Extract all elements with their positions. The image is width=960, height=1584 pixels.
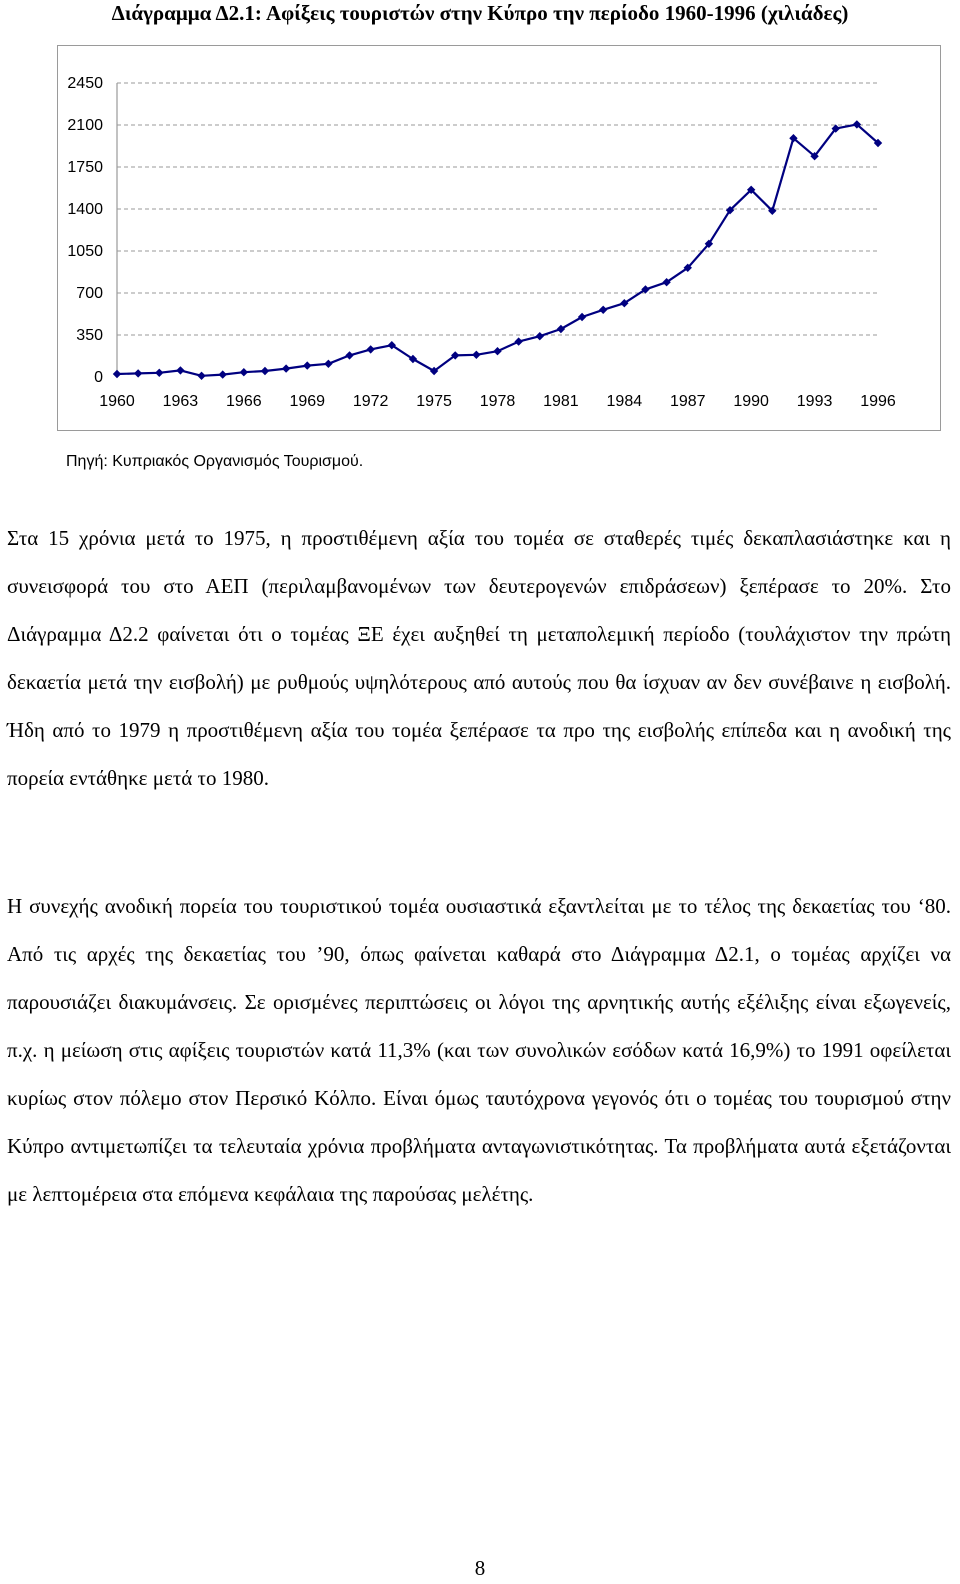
data-point xyxy=(303,361,311,369)
y-tick-label: 350 xyxy=(76,327,103,344)
data-point xyxy=(113,370,121,378)
data-point xyxy=(366,345,374,353)
x-tick-label: 1975 xyxy=(416,393,452,410)
y-tick-label: 1400 xyxy=(67,201,103,218)
x-tick-label: 1963 xyxy=(162,393,199,410)
data-point xyxy=(282,364,290,372)
y-tick-label: 700 xyxy=(76,285,103,302)
x-tick-label: 1960 xyxy=(99,393,135,410)
paragraph-1: Στα 15 χρόνια μετά το 1975, η προστιθέμενη αξία του τομέα σε σταθερές τιμές δεκαπλασιάστηκε και η συνεισφορά του στο ΑΕΠ (περιλαμβανομένων των δευτερογενών επιδράσεων) ξεπέρασε το 20%. Στο Διάγραμμα Δ2.2 φαίνεται ότι ο τομέας ΞΕ έχει αυξηθεί τη μεταπολεμική περίοδο (τουλάχιστον την πρώτη δεκαετία μετά την εισβολή) με ρυθμούς υψηλότερους από αυτούς που θα ίσχυαν αν δεν συνέβαινε η εισβολή. Ήδη από το 1979 η προστιθέμενη αξία του τομέα ξεπέρασε τα προ της εισβολής επίπεδα και η ανοδική της πορεία εντάθηκε μετά το 1980. xyxy=(7,526,951,790)
data-point xyxy=(176,366,184,374)
data-point xyxy=(599,306,607,314)
data-point xyxy=(345,351,353,359)
chart-source: Πηγή: Κυπριακός Οργανισμός Τουρισμού. xyxy=(66,453,364,470)
data-point xyxy=(197,372,205,380)
data-point xyxy=(514,337,522,345)
y-tick-label: 1050 xyxy=(67,243,103,260)
series-line xyxy=(117,124,878,375)
data-point xyxy=(324,360,332,368)
y-tick-label: 2100 xyxy=(67,117,103,134)
x-tick-label: 1987 xyxy=(669,393,706,410)
x-tick-label: 1990 xyxy=(733,393,769,410)
x-tick-label: 1978 xyxy=(479,393,516,410)
x-tick-label: 1972 xyxy=(352,393,389,410)
page-number: 8 xyxy=(474,1556,486,1580)
x-tick-label: 1984 xyxy=(606,393,643,410)
y-tick-label: 0 xyxy=(94,369,103,386)
chart-title: Διάγραμμα Δ2.1: Αφίξεις τουριστών στην Κύπρο την περίοδο 1960-1996 (χιλιάδες) xyxy=(111,1,849,25)
paragraph-2: Η συνεχής ανοδική πορεία του τουριστικού τομέα ουσιαστικά εξαντλείται με το τέλος της δεκαετίας του ‘80. Από τις αρχές της δεκαετίας του ’90, όπως φαίνεται καθαρά στο Διάγραμμα Δ2.1, ο τομέας αρχίζει να παρουσιάζει διακυμάνσεις. Σε ορισμένες περιπτώσεις οι λόγοι της αρνητικής αυτής εξέλιξης είναι εξωγενείς, π.χ. η μείωση στις αφίξεις τουριστών κατά 11,3% (και των συνολικών εσόδων κατά 16,9%) το 1991 οφείλεται κυρίως στον πόλεμο στον Περσικό Κόλπο. Είναι όμως ταυτόχρονα γεγονός ότι ο τομέας του τουρισμού στην Κύπρο αντιμετωπίζει τα τελευταία χρόνια προβλήματα ανταγωνιστικότητας. Τα προβλήματα αυτά εξετάζονται με λεπτομέρεια στα επόμενα κεφάλαια της παρούσας μελέτης. xyxy=(7,894,951,1206)
data-point xyxy=(218,370,226,378)
tourist-arrivals-line-chart xyxy=(57,45,941,431)
data-point xyxy=(557,325,565,333)
x-tick-label: 1966 xyxy=(226,393,262,410)
data-point xyxy=(472,351,480,359)
data-point xyxy=(261,367,269,375)
data-point xyxy=(240,368,248,376)
x-tick-label: 1969 xyxy=(289,393,326,410)
data-point xyxy=(134,369,142,377)
y-tick-label: 2450 xyxy=(67,75,103,92)
data-point xyxy=(155,369,163,377)
data-point xyxy=(536,332,544,340)
y-tick-label: 1750 xyxy=(67,159,103,176)
x-tick-label: 1993 xyxy=(796,393,833,410)
data-point xyxy=(493,347,501,355)
x-tick-label: 1981 xyxy=(543,393,579,410)
x-tick-label: 1996 xyxy=(860,393,896,410)
